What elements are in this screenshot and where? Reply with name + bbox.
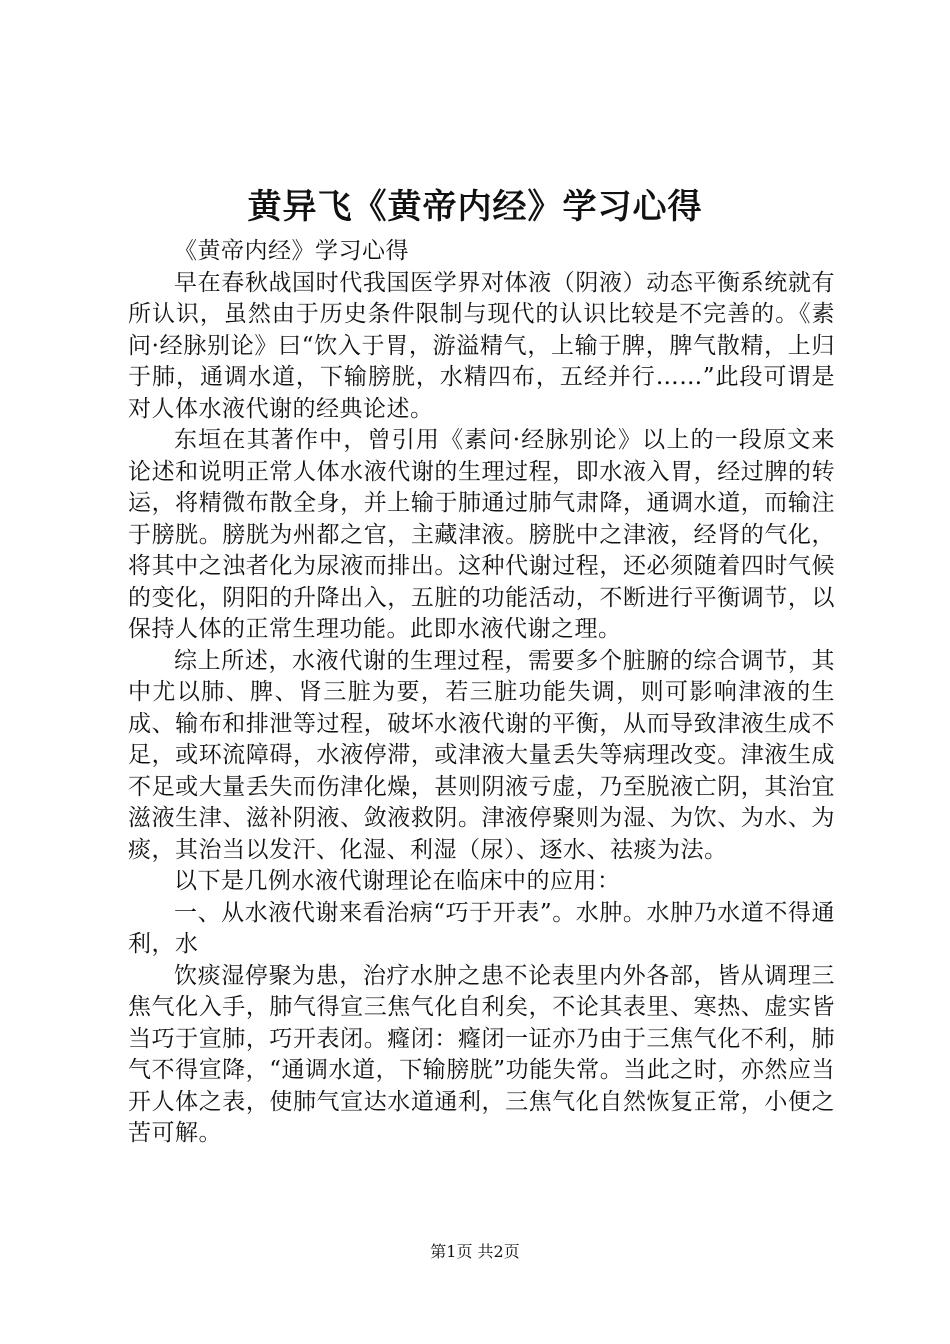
body-paragraph: 综上所述，水液代谢的生理过程，需要多个脏腑的综合调节，其中尤以肺、脾、肾三脏为要，若三脏功能失调，则可影响津液的生成、输布和排泄等过程，破坏水液代谢的平衡，从而导致津液生成不足，或环流障碍，水液停滞，或津液大量丢失等病理改变。津液生成不足或大量丢失而伤津化燥，甚则阴液亏虚，乃至脱液亡阴，其治宜滋液生津、滋补阴液、敛液救阴。津液停聚则为湿、为饮、为水、为痰，其治当以发汗、化湿、利湿（尿）、逐水、祛痰为法。 [128, 647, 835, 863]
document-body [128, 236, 835, 1150]
subtitle-paragraph: 《黄帝内经》学习心得 [174, 238, 409, 264]
body-paragraph: 饮痰湿停聚为患，治疗水肿之患不论表里内外各部，皆从调理三焦气化入手，肺气得宣三焦气化自利矣，不论其表里、寒热、虚实皆当巧于宣肺，巧开表闭。癃闭：癃闭一证亦乃由于三焦气化不利，肺气不得宣降，“通调水道，下输膀胱”功能失常。当此之时，亦然应当开人体之表，使肺气宣达水道通利，三焦气化自然恢复正常，小便之苦可解。 [128, 962, 835, 1146]
document-title: 黄异飞《黄帝内经》学习心得 [247, 187, 703, 227]
body-paragraph: 一、从水液代谢来看治病“巧于开表”。水肿。水肿乃水道不得通利，水 [128, 899, 835, 957]
page-footer: 第1页 共2页 [430, 1242, 520, 1261]
body-paragraph: 东垣在其著作中，曾引用《素问·经脉别论》以上的一段原文来论述和说明正常人体水液代谢的生理过程，即水液入胃，经过脾的转运，将精微布散全身，并上输于肺通过肺气肃降，通调水道，而输注于膀胱。膀胱为州都之官，主藏津液。膀胱中之津液，经肾的气化，将其中之浊者化为尿液而排出。这种代谢过程，还必须随着四时气候的变化，阴阳的升降出入，五脏的功能活动，不断进行平衡调节，以保持人体的正常生理功能。此即水液代谢之理。 [128, 427, 835, 642]
body-paragraph: 早在春秋战国时代我国医学界对体液（阴液）动态平衡系统就有所认识，虽然由于历史条件限制与现代的认识比较是不完善的。《素问·经脉别论》曰“饮入于胃，游溢精气，上输于脾，脾气散精，上归于肺，通调水道，下输膀胱，水精四布，五经并行……”此段可谓是对人体水液代谢的经典论述。 [128, 269, 835, 422]
body-paragraph: 以下是几例水液代谢理论在临床中的应用： [174, 868, 621, 894]
